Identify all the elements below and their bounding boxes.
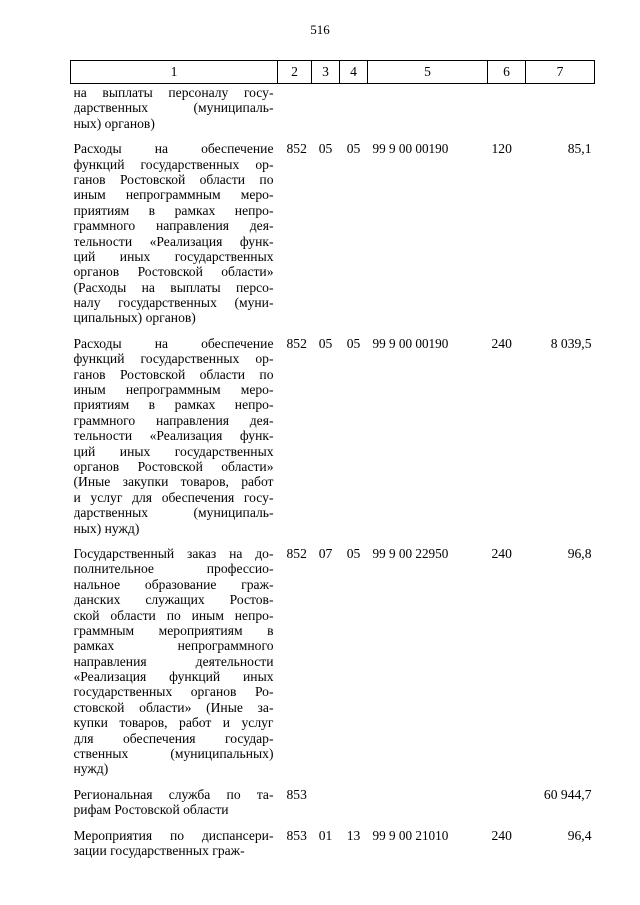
description-line: ственных (муниципальных) bbox=[73, 746, 274, 762]
description-line: граммного направления дея- bbox=[73, 412, 274, 428]
description-line: Расходы на обеспечение bbox=[73, 335, 274, 351]
expense-type-code: 240 bbox=[491, 827, 512, 843]
description-line: Региональная служба по та- bbox=[73, 786, 274, 802]
ministry-code: 853 bbox=[286, 786, 307, 802]
description-line: ций иных государственных bbox=[73, 248, 274, 264]
row-description bbox=[71, 783, 278, 824]
expense-type-code bbox=[488, 84, 526, 138]
description-line: тельности «Реализация функ- bbox=[73, 233, 274, 249]
row-description bbox=[71, 542, 278, 783]
section-code: 05 bbox=[318, 335, 333, 351]
amount: 60 944,7 bbox=[543, 786, 592, 802]
description-line: ципальных) органов) bbox=[73, 310, 196, 326]
description-line: ных) нужд) bbox=[73, 520, 140, 536]
description-line: функций государственных ор- bbox=[73, 351, 274, 367]
description-line: приятиям в рамках непро- bbox=[73, 397, 274, 413]
table-row bbox=[71, 824, 595, 865]
page-number: 516 bbox=[310, 22, 330, 37]
description-line: зации государственных граж- bbox=[73, 842, 245, 858]
description-line: Расходы на обеспечение bbox=[73, 141, 274, 157]
table-row bbox=[71, 137, 595, 332]
amount bbox=[526, 84, 595, 138]
subsection-code: 05 bbox=[346, 545, 361, 561]
subsection-code bbox=[340, 783, 368, 824]
description-line: государственных органов Ро- bbox=[73, 684, 274, 700]
description-line: «Реализация функций иных bbox=[73, 669, 274, 685]
target-article-code bbox=[368, 783, 488, 824]
amount: 96,8 bbox=[567, 545, 592, 561]
description-line: граммным мероприятиям в bbox=[73, 622, 274, 638]
expense-type-code: 240 bbox=[491, 335, 512, 351]
amount: 8 039,5 bbox=[550, 335, 592, 351]
header-col-3: 3 bbox=[312, 61, 340, 84]
subsection-code: 05 bbox=[346, 141, 361, 157]
description-line: функций государственных ор- bbox=[73, 156, 274, 172]
section-code: 01 bbox=[318, 827, 333, 843]
description-line: (Расходы на выплаты персо- bbox=[73, 279, 274, 295]
table-body bbox=[71, 84, 595, 865]
description-line: органов Ростовской области» bbox=[73, 264, 274, 280]
description-line: Мероприятия по диспансери- bbox=[73, 827, 274, 843]
section-code bbox=[312, 84, 340, 138]
header-col-1: 1 bbox=[71, 61, 278, 84]
description-line: нальное образование граж- bbox=[73, 576, 274, 592]
table-row bbox=[71, 332, 595, 542]
row-description bbox=[71, 137, 278, 332]
description-line: граммного направления дея- bbox=[73, 218, 274, 234]
section-code: 07 bbox=[318, 545, 333, 561]
table-row bbox=[71, 542, 595, 783]
amount: 85,1 bbox=[567, 141, 592, 157]
description-line: данских служащих Ростов- bbox=[73, 592, 274, 608]
description-line: Государственный заказ на до- bbox=[73, 545, 274, 561]
ministry-code bbox=[278, 84, 312, 138]
ministry-code: 852 bbox=[286, 141, 307, 157]
row-description bbox=[71, 332, 278, 542]
table-header-row bbox=[71, 61, 595, 84]
description-line: купки товаров, работ и услуг bbox=[73, 715, 274, 731]
description-line: иным непрограммным меро- bbox=[73, 382, 274, 398]
description-line: дарственных (муниципаль- bbox=[73, 100, 274, 116]
target-article-code: 99 9 00 21010 bbox=[372, 827, 449, 843]
target-article-code: 99 9 00 00190 bbox=[372, 335, 449, 351]
description-line: дарственных (муниципаль- bbox=[73, 505, 274, 521]
description-line: рамках непрограммного bbox=[73, 638, 274, 654]
expense-type-code: 240 bbox=[491, 545, 512, 561]
subsection-code: 13 bbox=[346, 827, 361, 843]
description-line: тельности «Реализация функ- bbox=[73, 428, 274, 444]
expense-type-code: 120 bbox=[491, 141, 512, 157]
amount: 96,4 bbox=[567, 827, 592, 843]
description-line: и услуг для обеспечения госу- bbox=[73, 489, 274, 505]
subsection-code: 05 bbox=[346, 335, 361, 351]
description-line: ганов Ростовской области по bbox=[73, 171, 274, 187]
description-line: полнительное профессио- bbox=[73, 561, 274, 577]
description-line: нужд) bbox=[73, 761, 109, 777]
header-col-5: 5 bbox=[368, 61, 488, 84]
row-description bbox=[71, 824, 278, 865]
subsection-code bbox=[340, 84, 368, 138]
description-line: приятиям в рамках непро- bbox=[73, 202, 274, 218]
target-article-code bbox=[368, 84, 488, 138]
table-row bbox=[71, 783, 595, 824]
row-description bbox=[71, 84, 278, 138]
ministry-code: 853 bbox=[286, 827, 307, 843]
description-line: стовской области» (Иные за- bbox=[73, 699, 274, 715]
header-col-6: 6 bbox=[488, 61, 526, 84]
description-line: направления деятельности bbox=[73, 653, 274, 669]
description-line: для обеспечения государ- bbox=[73, 730, 274, 746]
description-line: органов Ростовской области» bbox=[73, 458, 274, 474]
table-row bbox=[71, 84, 595, 138]
section-code bbox=[312, 783, 340, 824]
description-line: на выплаты персоналу госу- bbox=[73, 85, 274, 100]
description-line: ганов Ростовской области по bbox=[73, 366, 274, 382]
target-article-code: 99 9 00 00190 bbox=[372, 141, 449, 157]
description-line: ций иных государственных bbox=[73, 443, 274, 459]
description-line: рифам Ростовской области bbox=[73, 802, 229, 818]
header-col-2: 2 bbox=[278, 61, 312, 84]
description-line: ской области по иным непро- bbox=[73, 607, 274, 623]
header-col-7: 7 bbox=[526, 61, 595, 84]
header-col-4: 4 bbox=[340, 61, 368, 84]
expense-type-code bbox=[488, 783, 526, 824]
description-line: (Иные закупки товаров, работ bbox=[73, 474, 274, 490]
target-article-code: 99 9 00 22950 bbox=[372, 545, 449, 561]
budget-table bbox=[70, 60, 595, 864]
ministry-code: 852 bbox=[286, 335, 307, 351]
description-line: ных) органов) bbox=[73, 115, 155, 131]
description-line: налу государственных (муни- bbox=[73, 295, 274, 311]
section-code: 05 bbox=[318, 141, 333, 157]
description-line: иным непрограммным меро- bbox=[73, 187, 274, 203]
ministry-code: 852 bbox=[286, 545, 307, 561]
